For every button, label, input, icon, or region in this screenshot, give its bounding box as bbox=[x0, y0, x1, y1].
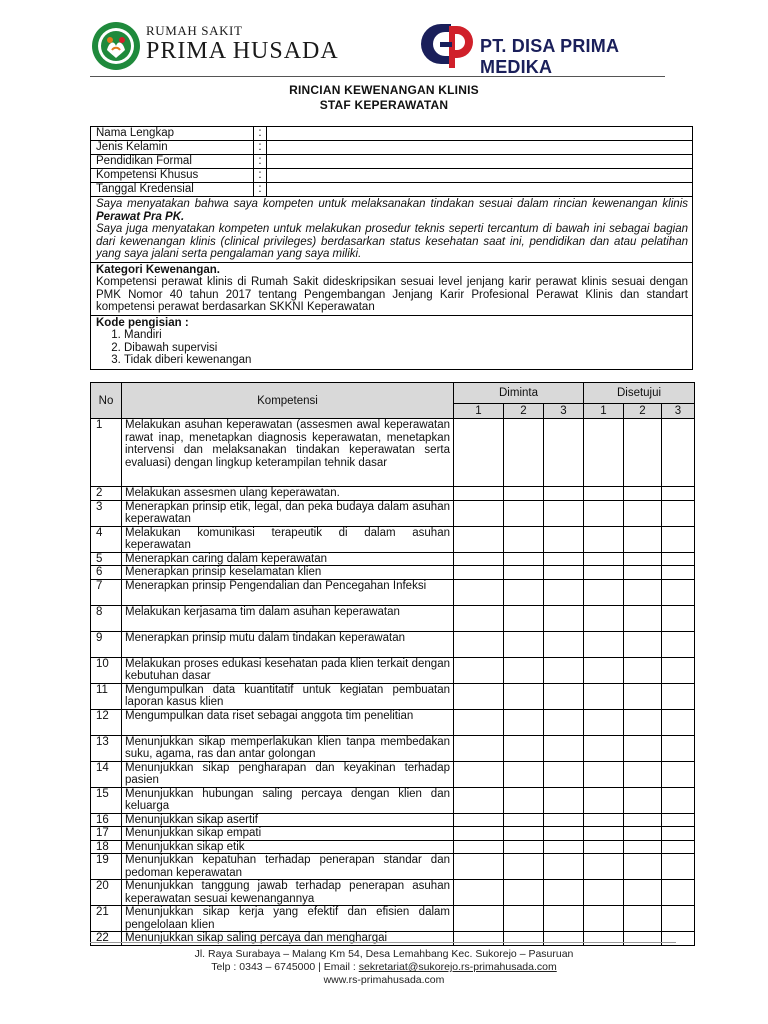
checkbox-cell-diminta-2[interactable] bbox=[504, 487, 544, 501]
checkbox-cell-disetujui-2[interactable] bbox=[624, 605, 662, 631]
checkbox-cell-diminta-1[interactable] bbox=[454, 787, 504, 813]
competency-text: Menunjukkan sikap kerja yang efektif dan efisien dalam pengelolaan klien bbox=[122, 906, 454, 932]
checkbox-cell-diminta-3[interactable] bbox=[544, 500, 584, 526]
checkbox-cell-diminta-2[interactable] bbox=[504, 827, 544, 841]
checkbox-cell-disetujui-3[interactable] bbox=[662, 419, 695, 487]
competency-text: Menerapkan prinsip keselamatan klien bbox=[122, 566, 454, 580]
competency-text: Menerapkan prinsip etik, legal, dan peka budaya dalam asuhan keperawatan bbox=[122, 500, 454, 526]
checkbox-cell-disetujui-1[interactable] bbox=[584, 854, 624, 880]
competency-text: Menunjukkan sikap empati bbox=[122, 827, 454, 841]
checkbox-cell-diminta-1[interactable] bbox=[454, 631, 504, 657]
checkbox-cell-diminta-1[interactable] bbox=[454, 813, 504, 827]
field-value-tanggal-kredensial[interactable] bbox=[267, 183, 692, 196]
company-name: PT. DISA PRIMA MEDIKA bbox=[480, 36, 619, 77]
footer-address: Jl. Raya Surabaya – Malang Km 54, Desa Lemahbang Kec. Sukorejo – Pasuruan bbox=[194, 948, 574, 960]
checkbox-cell-disetujui-2[interactable] bbox=[624, 709, 662, 735]
checkbox-cell-diminta-3[interactable] bbox=[544, 683, 584, 709]
header-no: No bbox=[91, 383, 122, 419]
checkbox-cell-diminta-1[interactable] bbox=[454, 566, 504, 580]
kategori-title: Kategori Kewenangan. bbox=[96, 263, 220, 276]
checkbox-cell-disetujui-2[interactable] bbox=[624, 500, 662, 526]
checkbox-cell-disetujui-3[interactable] bbox=[662, 605, 695, 631]
table-row bbox=[91, 880, 695, 906]
checkbox-cell-disetujui-1[interactable] bbox=[584, 840, 624, 854]
row-number: 13 bbox=[91, 735, 122, 761]
checkbox-cell-diminta-1[interactable] bbox=[454, 683, 504, 709]
footer-phone: Telp : 0343 – 6745000 | Email : bbox=[211, 961, 359, 973]
row-number: 7 bbox=[91, 579, 122, 605]
subheader-disetujui-1: 1 bbox=[584, 404, 624, 419]
field-value-kompetensi-khusus[interactable] bbox=[267, 169, 692, 182]
checkbox-cell-diminta-2[interactable] bbox=[504, 709, 544, 735]
checkbox-cell-disetujui-2[interactable] bbox=[624, 683, 662, 709]
row-number: 18 bbox=[91, 840, 122, 854]
checkbox-cell-diminta-2[interactable] bbox=[504, 605, 544, 631]
checkbox-cell-disetujui-2[interactable] bbox=[624, 840, 662, 854]
competency-text: Menunjukkan sikap memperlakukan klien tanpa membedakan suku, agama, ras dan antar golongan bbox=[122, 735, 454, 761]
checkbox-cell-diminta-1[interactable] bbox=[454, 840, 504, 854]
checkbox-cell-diminta-1[interactable] bbox=[454, 487, 504, 501]
competency-statement bbox=[91, 197, 692, 263]
competency-text: Menerapkan caring dalam keperawatan bbox=[122, 552, 454, 566]
row-number: 12 bbox=[91, 709, 122, 735]
kode-list bbox=[96, 329, 688, 367]
competency-text: Menunjukkan kepatuhan terhadap penerapan standar dan pedoman keperawatan bbox=[122, 854, 454, 880]
field-label: Jenis Kelamin bbox=[91, 141, 254, 154]
row-number: 9 bbox=[91, 631, 122, 657]
table-row bbox=[91, 827, 695, 841]
footer-email-link[interactable]: sekretariat@sukorejo.rs-primahusada.com bbox=[358, 961, 557, 973]
checkbox-cell-disetujui-1[interactable] bbox=[584, 813, 624, 827]
row-number: 20 bbox=[91, 880, 122, 906]
field-value-jenis-kelamin[interactable] bbox=[267, 141, 692, 154]
checkbox-cell-disetujui-3[interactable] bbox=[662, 631, 695, 657]
checkbox-cell-disetujui-2[interactable] bbox=[624, 526, 662, 552]
table-row bbox=[91, 579, 695, 605]
checkbox-cell-diminta-3[interactable] bbox=[544, 657, 584, 683]
checkbox-cell-diminta-1[interactable] bbox=[454, 500, 504, 526]
field-nama-lengkap bbox=[91, 127, 692, 141]
competency-text: Menunjukkan sikap asertif bbox=[122, 813, 454, 827]
row-number: 15 bbox=[91, 787, 122, 813]
competency-text: Menunjukkan sikap saling percaya dan menghargai bbox=[122, 932, 454, 946]
field-tanggal-kredensial bbox=[91, 183, 692, 197]
checkbox-cell-disetujui-3[interactable] bbox=[662, 552, 695, 566]
row-number: 19 bbox=[91, 854, 122, 880]
table-row bbox=[91, 840, 695, 854]
kategori-text: Kompetensi perawat klinis di Rumah Sakit dideskripsikan sesuai level jenjang karir perawat klinis sesuai dengan PMK Nomor 40 tahun 2017 tentang Pengembangan Jenjang Karir Profesional Perawat Klinis dan standart kompetensi perawat berdasarkan SKKNI Keperawatan bbox=[96, 276, 688, 313]
competency-text: Melakukan asuhan keperawatan (assesmen awal keperawatan rawat inap, menetapkan diagnosis keperawatan, menetapkan intervensi dan melaksanakan tindakan keperawatan serta evaluasi) dengan lingkup keterampilan tehnik dasar bbox=[122, 419, 454, 487]
competency-text: Menunjukkan sikap etik bbox=[122, 840, 454, 854]
field-pendidikan-formal bbox=[91, 155, 692, 169]
checkbox-cell-diminta-3[interactable] bbox=[544, 419, 584, 487]
checkbox-cell-diminta-3[interactable] bbox=[544, 526, 584, 552]
checkbox-cell-disetujui-1[interactable] bbox=[584, 605, 624, 631]
checkbox-cell-disetujui-3[interactable] bbox=[662, 827, 695, 841]
table-row bbox=[91, 631, 695, 657]
checkbox-cell-diminta-2[interactable] bbox=[504, 566, 544, 580]
field-jenis-kelamin bbox=[91, 141, 692, 155]
checkbox-cell-diminta-3[interactable] bbox=[544, 813, 584, 827]
checkbox-cell-diminta-1[interactable] bbox=[454, 735, 504, 761]
field-value-nama-lengkap[interactable] bbox=[267, 127, 692, 140]
competency-text: Mengumpulkan data kuantitatif untuk kegiatan pembuatan laporan kasus klien bbox=[122, 683, 454, 709]
row-number: 5 bbox=[91, 552, 122, 566]
checkbox-cell-disetujui-2[interactable] bbox=[624, 657, 662, 683]
checkbox-cell-diminta-2[interactable] bbox=[504, 840, 544, 854]
row-number: 8 bbox=[91, 605, 122, 631]
checkbox-cell-diminta-3[interactable] bbox=[544, 827, 584, 841]
row-number: 14 bbox=[91, 761, 122, 787]
checkbox-cell-diminta-3[interactable] bbox=[544, 566, 584, 580]
checkbox-cell-diminta-3[interactable] bbox=[544, 631, 584, 657]
field-value-pendidikan-formal[interactable] bbox=[267, 155, 692, 168]
footer-contact bbox=[0, 961, 768, 973]
checkbox-cell-disetujui-1[interactable] bbox=[584, 906, 624, 932]
table-row bbox=[91, 735, 695, 761]
checkbox-cell-disetujui-3[interactable] bbox=[662, 566, 695, 580]
field-colon: : bbox=[254, 155, 267, 168]
table-row bbox=[91, 526, 695, 552]
checkbox-cell-disetujui-1[interactable] bbox=[584, 500, 624, 526]
disa-prima-medika-logo bbox=[421, 18, 473, 72]
table-row bbox=[91, 761, 695, 787]
header-divider bbox=[90, 76, 665, 77]
table-row bbox=[91, 787, 695, 813]
document-title: RINCIAN KEWENANGAN KLINIS bbox=[289, 83, 479, 97]
checkbox-cell-disetujui-1[interactable] bbox=[584, 787, 624, 813]
checkbox-cell-diminta-1[interactable] bbox=[454, 709, 504, 735]
row-number: 17 bbox=[91, 827, 122, 841]
checkbox-cell-disetujui-1[interactable] bbox=[584, 631, 624, 657]
subheader-disetujui-3: 3 bbox=[662, 404, 695, 419]
row-number: 16 bbox=[91, 813, 122, 827]
checkbox-cell-diminta-2[interactable] bbox=[504, 787, 544, 813]
checkbox-cell-diminta-2[interactable] bbox=[504, 552, 544, 566]
checkbox-cell-diminta-3[interactable] bbox=[544, 487, 584, 501]
checkbox-cell-disetujui-3[interactable] bbox=[662, 735, 695, 761]
checkbox-cell-diminta-2[interactable] bbox=[504, 906, 544, 932]
rs-prima-husada-logo bbox=[90, 20, 142, 72]
row-number: 11 bbox=[91, 683, 122, 709]
checkbox-cell-disetujui-3[interactable] bbox=[662, 906, 695, 932]
checkbox-cell-disetujui-1[interactable] bbox=[584, 657, 624, 683]
checkbox-cell-diminta-2[interactable] bbox=[504, 683, 544, 709]
checkbox-cell-disetujui-2[interactable] bbox=[624, 552, 662, 566]
table-row bbox=[91, 854, 695, 880]
kode-item: 1. Mandiri bbox=[124, 329, 688, 342]
competency-text: Menerapkan prinsip Pengendalian dan Pencegahan Infeksi bbox=[122, 579, 454, 605]
checkbox-cell-diminta-1[interactable] bbox=[454, 761, 504, 787]
checkbox-cell-diminta-1[interactable] bbox=[454, 526, 504, 552]
row-number: 6 bbox=[91, 566, 122, 580]
checkbox-cell-disetujui-1[interactable] bbox=[584, 709, 624, 735]
footer-website[interactable]: www.rs-primahusada.com bbox=[323, 974, 445, 986]
competency-text: Melakukan assesmen ulang keperawatan. bbox=[122, 487, 454, 501]
checkbox-cell-diminta-3[interactable] bbox=[544, 735, 584, 761]
statement-a: Saya menyatakan bahwa saya kompeten untuk melaksanakan tindakan sesuai dalam rincian kewenangan klinis bbox=[96, 198, 688, 210]
checkbox-cell-diminta-3[interactable] bbox=[544, 906, 584, 932]
hospital-name bbox=[146, 24, 339, 64]
document-subtitle: STAF KEPERAWATAN bbox=[319, 98, 449, 112]
row-number: 4 bbox=[91, 526, 122, 552]
hospital-name-line2: PRIMA HUSADA bbox=[146, 38, 339, 64]
checkbox-cell-diminta-1[interactable] bbox=[454, 419, 504, 487]
checkbox-cell-disetujui-3[interactable] bbox=[662, 657, 695, 683]
competency-text: Menunjukkan hubungan saling percaya dengan klien dan keluarga bbox=[122, 787, 454, 813]
checkbox-cell-disetujui-1[interactable] bbox=[584, 579, 624, 605]
table-row bbox=[91, 709, 695, 735]
checkbox-cell-disetujui-2[interactable] bbox=[624, 631, 662, 657]
field-kompetensi-khusus bbox=[91, 169, 692, 183]
competency-text: Menunjukkan tanggung jawab terhadap penerapan asuhan keperawatan sesuai kewenangannya bbox=[122, 880, 454, 906]
checkbox-cell-diminta-3[interactable] bbox=[544, 880, 584, 906]
subheader-diminta-2: 2 bbox=[504, 404, 544, 419]
checkbox-cell-disetujui-1[interactable] bbox=[584, 827, 624, 841]
checkbox-cell-diminta-2[interactable] bbox=[504, 880, 544, 906]
checkbox-cell-diminta-1[interactable] bbox=[454, 657, 504, 683]
checkbox-cell-diminta-2[interactable] bbox=[504, 579, 544, 605]
field-colon: : bbox=[254, 141, 267, 154]
kategori-kewenangan bbox=[91, 263, 692, 316]
checkbox-cell-diminta-1[interactable] bbox=[454, 552, 504, 566]
competency-text: Melakukan komunikasi terapeutik di dalam asuhan keperawatan bbox=[122, 526, 454, 552]
row-number: 2 bbox=[91, 487, 122, 501]
checkbox-cell-diminta-1[interactable] bbox=[454, 906, 504, 932]
checkbox-cell-disetujui-1[interactable] bbox=[584, 735, 624, 761]
checkbox-cell-disetujui-2[interactable] bbox=[624, 813, 662, 827]
checkbox-cell-diminta-3[interactable] bbox=[544, 552, 584, 566]
footer-divider bbox=[90, 942, 676, 943]
checkbox-cell-disetujui-3[interactable] bbox=[662, 526, 695, 552]
field-colon: : bbox=[254, 169, 267, 182]
checkbox-cell-disetujui-2[interactable] bbox=[624, 419, 662, 487]
checkbox-cell-diminta-2[interactable] bbox=[504, 500, 544, 526]
statement-b: Saya juga menyatakan kompeten untuk melakukan prosedur teknis seperti tercantum di bawah ini sebagai bagian dari kewenangan klinis (clinical privileges) berdasarkan status kesehatan saat ini, pendidikan dan atau pelatihan yang saya jalani serta pengalaman yang saya miliki. bbox=[96, 223, 688, 260]
checkbox-cell-disetujui-3[interactable] bbox=[662, 787, 695, 813]
checkbox-cell-disetujui-2[interactable] bbox=[624, 787, 662, 813]
table-row bbox=[91, 657, 695, 683]
checkbox-cell-diminta-2[interactable] bbox=[504, 854, 544, 880]
checkbox-cell-diminta-1[interactable] bbox=[454, 579, 504, 605]
table-row bbox=[91, 500, 695, 526]
checkbox-cell-disetujui-1[interactable] bbox=[584, 526, 624, 552]
checkbox-cell-disetujui-1[interactable] bbox=[584, 683, 624, 709]
table-row bbox=[91, 552, 695, 566]
table-row bbox=[91, 605, 695, 631]
checkbox-cell-disetujui-3[interactable] bbox=[662, 854, 695, 880]
checkbox-cell-diminta-3[interactable] bbox=[544, 605, 584, 631]
checkbox-cell-disetujui-1[interactable] bbox=[584, 419, 624, 487]
checkbox-cell-disetujui-2[interactable] bbox=[624, 487, 662, 501]
kode-pengisian bbox=[91, 316, 692, 369]
checkbox-cell-disetujui-2[interactable] bbox=[624, 906, 662, 932]
field-label: Pendidikan Formal bbox=[91, 155, 254, 168]
subheader-diminta-3: 3 bbox=[544, 404, 584, 419]
checkbox-cell-diminta-1[interactable] bbox=[454, 854, 504, 880]
kode-item: 3. Tidak diberi kewenangan bbox=[124, 354, 688, 367]
row-number: 22 bbox=[91, 932, 122, 946]
checkbox-cell-disetujui-2[interactable] bbox=[624, 827, 662, 841]
row-number: 10 bbox=[91, 657, 122, 683]
field-label: Tanggal Kredensial bbox=[91, 183, 254, 196]
subheader-disetujui-2: 2 bbox=[624, 404, 662, 419]
row-number: 21 bbox=[91, 906, 122, 932]
header-disetujui: Disetujui bbox=[584, 383, 695, 404]
header-diminta: Diminta bbox=[454, 383, 584, 404]
checkbox-cell-diminta-3[interactable] bbox=[544, 840, 584, 854]
checkbox-cell-diminta-3[interactable] bbox=[544, 854, 584, 880]
checkbox-cell-disetujui-2[interactable] bbox=[624, 566, 662, 580]
checkbox-cell-diminta-2[interactable] bbox=[504, 735, 544, 761]
checkbox-cell-disetujui-3[interactable] bbox=[662, 761, 695, 787]
checkbox-cell-disetujui-2[interactable] bbox=[624, 854, 662, 880]
competency-text: Menerapkan prinsip mutu dalam tindakan keperawatan bbox=[122, 631, 454, 657]
checkbox-cell-diminta-1[interactable] bbox=[454, 880, 504, 906]
checkbox-cell-disetujui-3[interactable] bbox=[662, 579, 695, 605]
checkbox-cell-diminta-3[interactable] bbox=[544, 709, 584, 735]
table-row bbox=[91, 566, 695, 580]
field-label: Nama Lengkap bbox=[91, 127, 254, 140]
checkbox-cell-diminta-2[interactable] bbox=[504, 657, 544, 683]
checkbox-cell-disetujui-1[interactable] bbox=[584, 880, 624, 906]
checkbox-cell-diminta-1[interactable] bbox=[454, 827, 504, 841]
checkbox-cell-disetujui-1[interactable] bbox=[584, 487, 624, 501]
checkbox-cell-disetujui-1[interactable] bbox=[584, 552, 624, 566]
subheader-diminta-1: 1 bbox=[454, 404, 504, 419]
field-colon: : bbox=[254, 183, 267, 196]
competency-text: Melakukan kerjasama tim dalam asuhan keperawatan bbox=[122, 605, 454, 631]
kode-item: 2. Dibawah supervisi bbox=[124, 342, 688, 355]
checkbox-cell-disetujui-3[interactable] bbox=[662, 813, 695, 827]
checkbox-cell-diminta-3[interactable] bbox=[544, 579, 584, 605]
checkbox-cell-disetujui-3[interactable] bbox=[662, 840, 695, 854]
checkbox-cell-disetujui-3[interactable] bbox=[662, 683, 695, 709]
table-row bbox=[91, 906, 695, 932]
checkbox-cell-disetujui-3[interactable] bbox=[662, 880, 695, 906]
letterhead bbox=[88, 14, 668, 77]
table-row bbox=[91, 683, 695, 709]
checkbox-cell-diminta-3[interactable] bbox=[544, 787, 584, 813]
table-row bbox=[91, 419, 695, 487]
competency-table-body bbox=[91, 419, 695, 946]
competency-text: Menunjukkan sikap pengharapan dan keyakinan terhadap pasien bbox=[122, 761, 454, 787]
applicant-info-box bbox=[90, 126, 693, 370]
kode-title: Kode pengisian : bbox=[96, 316, 189, 329]
checkbox-cell-disetujui-1[interactable] bbox=[584, 566, 624, 580]
checkbox-cell-diminta-2[interactable] bbox=[504, 526, 544, 552]
competency-table bbox=[90, 382, 695, 946]
header-kompetensi: Kompetensi bbox=[122, 383, 454, 419]
statement-a-role: Perawat Pra PK. bbox=[96, 210, 185, 223]
checkbox-cell-diminta-2[interactable] bbox=[504, 813, 544, 827]
row-number: 3 bbox=[91, 500, 122, 526]
checkbox-cell-diminta-1[interactable] bbox=[454, 605, 504, 631]
checkbox-cell-disetujui-1[interactable] bbox=[584, 761, 624, 787]
field-colon: : bbox=[254, 127, 267, 140]
checkbox-cell-disetujui-3[interactable] bbox=[662, 487, 695, 501]
checkbox-cell-diminta-2[interactable] bbox=[504, 631, 544, 657]
field-label: Kompetensi Khusus bbox=[91, 169, 254, 182]
competency-text: Melakukan proses edukasi kesehatan pada klien terkait dengan kebutuhan dasar bbox=[122, 657, 454, 683]
table-row bbox=[91, 487, 695, 501]
checkbox-cell-disetujui-2[interactable] bbox=[624, 579, 662, 605]
competency-text: Mengumpulkan data riset sebagai anggota tim penelitian bbox=[122, 709, 454, 735]
checkbox-cell-diminta-3[interactable] bbox=[544, 761, 584, 787]
row-number: 1 bbox=[91, 419, 122, 487]
checkbox-cell-disetujui-2[interactable] bbox=[624, 880, 662, 906]
checkbox-cell-disetujui-3[interactable] bbox=[662, 500, 695, 526]
checkbox-cell-diminta-2[interactable] bbox=[504, 419, 544, 487]
checkbox-cell-disetujui-2[interactable] bbox=[624, 761, 662, 787]
checkbox-cell-disetujui-3[interactable] bbox=[662, 709, 695, 735]
table-row bbox=[91, 813, 695, 827]
checkbox-cell-diminta-2[interactable] bbox=[504, 761, 544, 787]
checkbox-cell-disetujui-2[interactable] bbox=[624, 735, 662, 761]
hospital-name-line1: RUMAH SAKIT bbox=[146, 23, 243, 38]
